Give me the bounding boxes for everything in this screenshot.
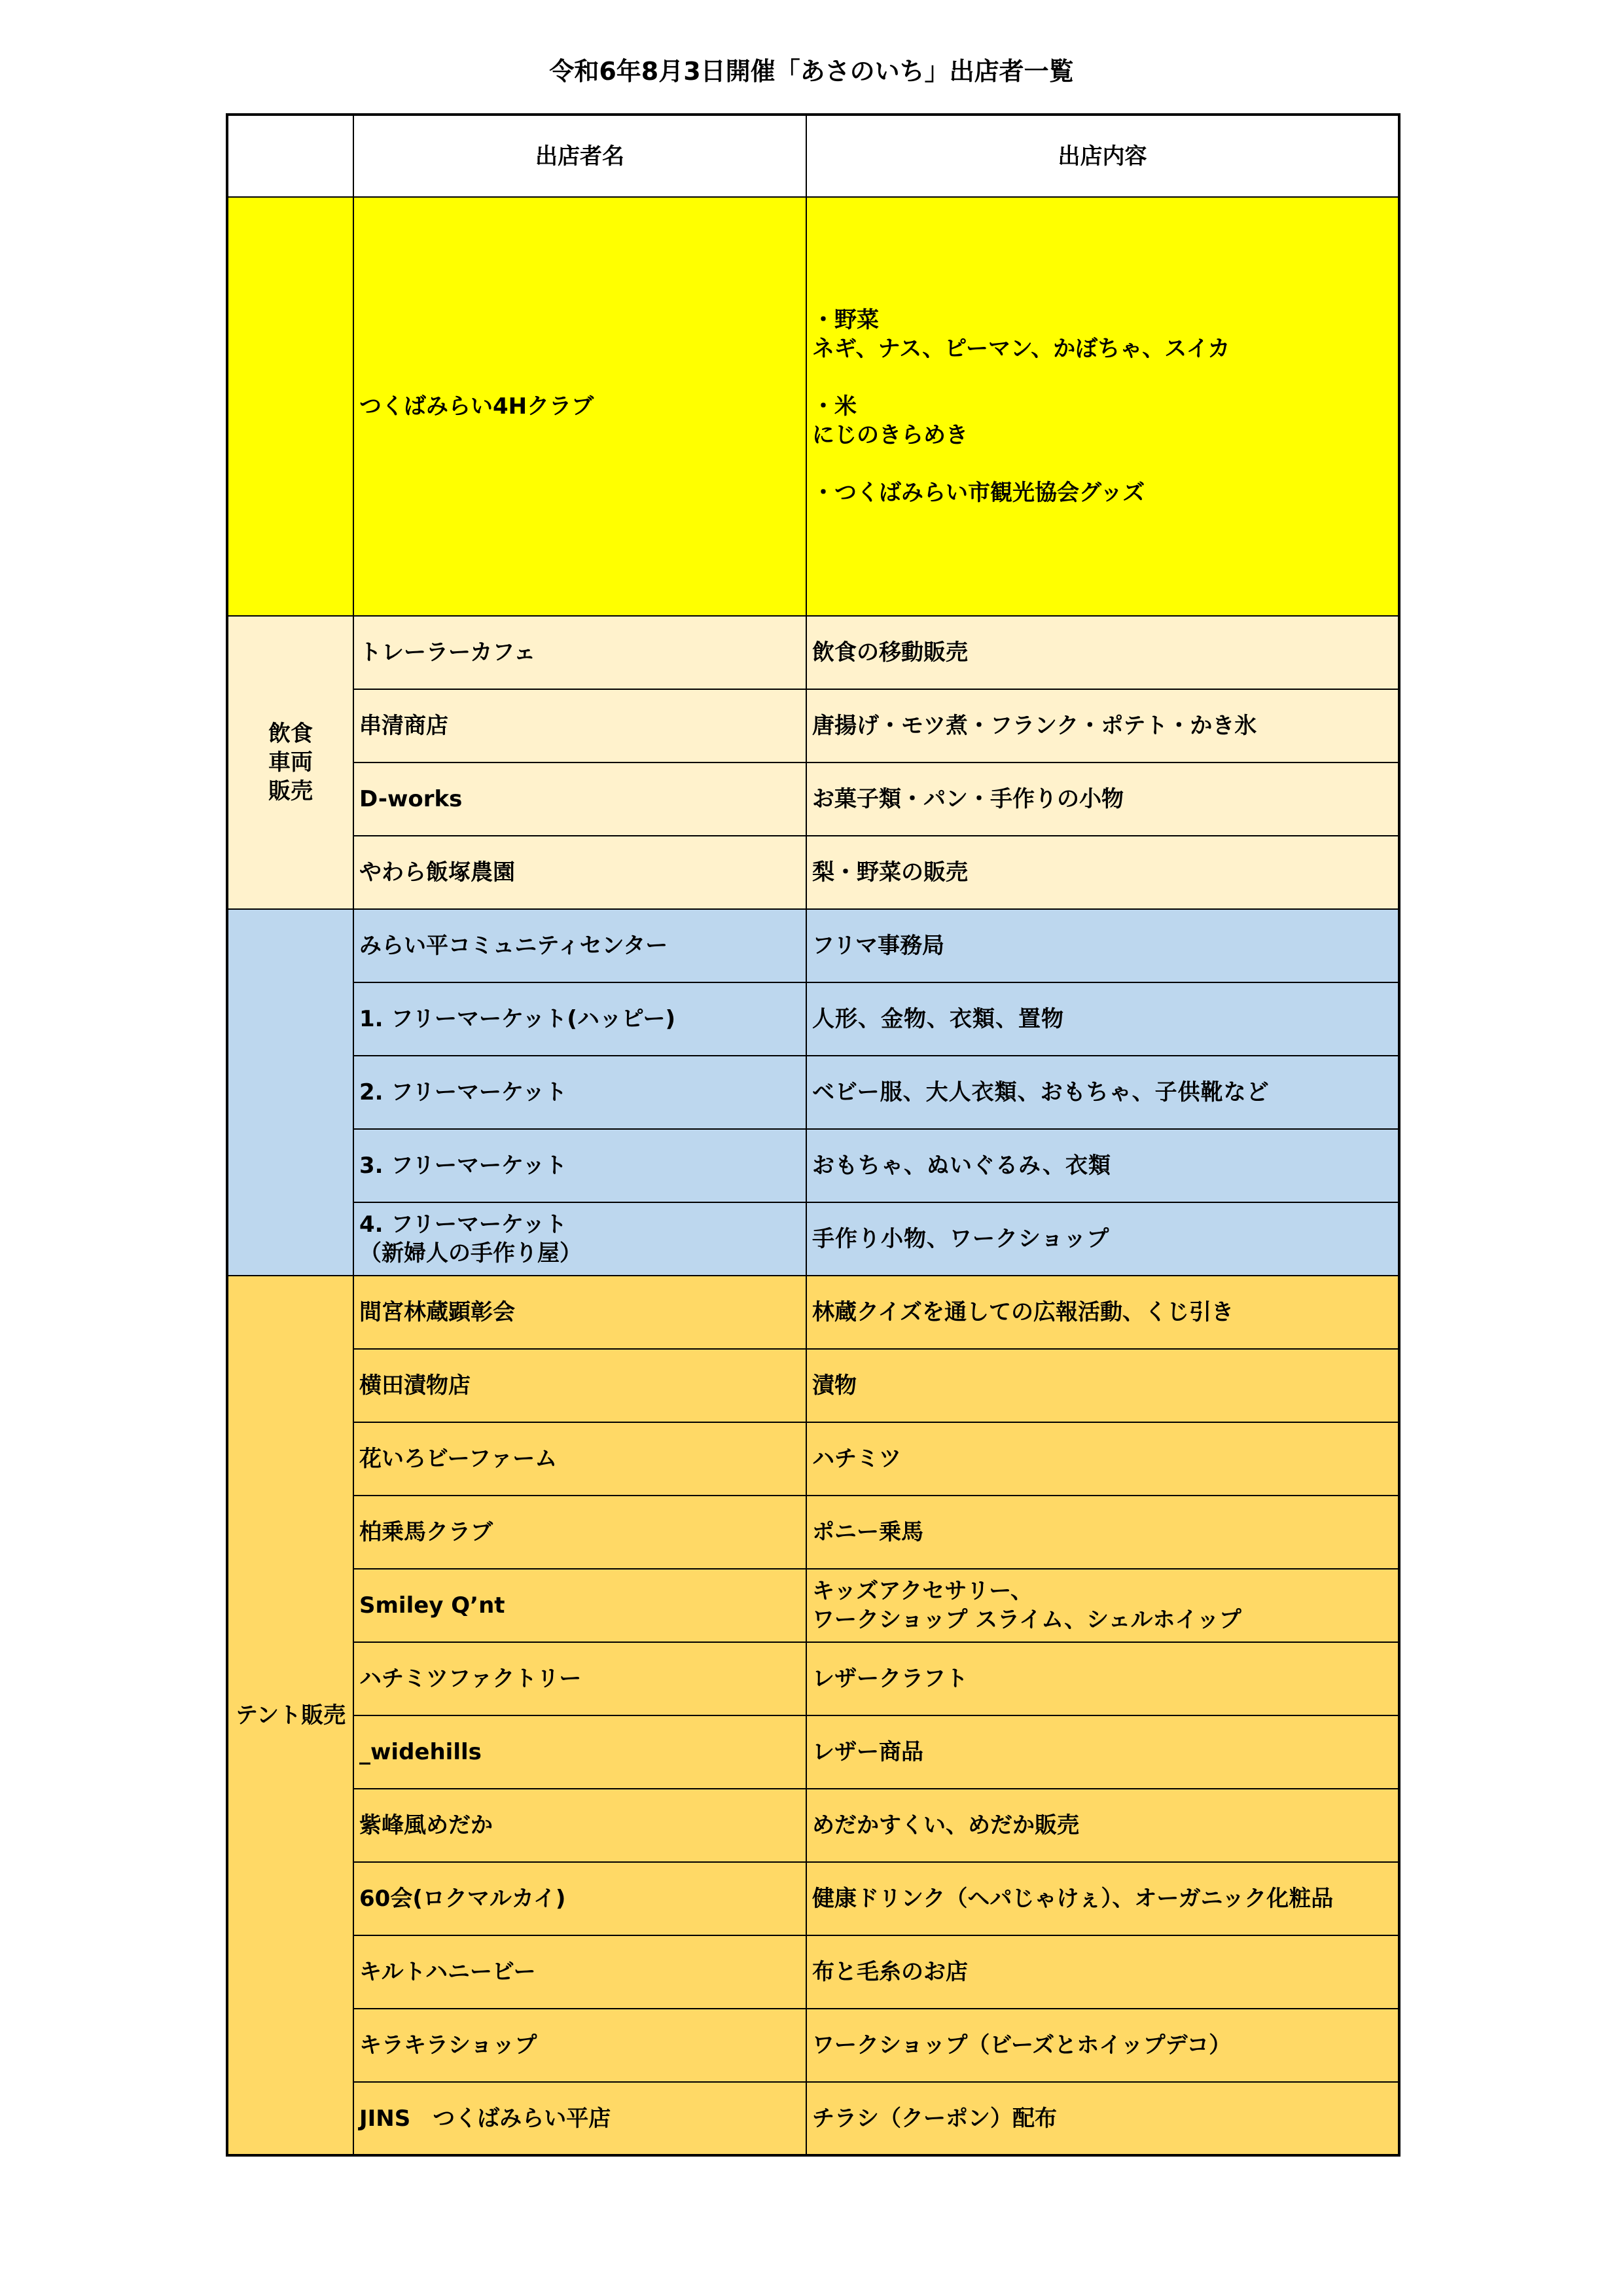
- vendor-content: チラシ（クーポン）配布: [806, 2082, 1399, 2155]
- table-row: [227, 1715, 1399, 1789]
- vendor-content: お菓子類・パン・手作りの小物: [806, 762, 1399, 836]
- table-row: [227, 197, 1399, 616]
- table-row: [227, 1642, 1399, 1715]
- vendor-content: 梨・野菜の販売: [806, 836, 1399, 909]
- vendor-name: トレーラーカフェ: [353, 616, 806, 689]
- table-row: [227, 689, 1399, 762]
- table-row: [227, 1129, 1399, 1202]
- content-line: ・野菜: [812, 307, 879, 333]
- table-row: [227, 2009, 1399, 2082]
- vendor-content: めだかすくい、めだか販売: [806, 1789, 1399, 1862]
- category-cell: 飲食 車両 販売: [227, 616, 353, 909]
- vendor-name: みらい平コミュニティセンター: [353, 909, 806, 982]
- table-row: [227, 1569, 1399, 1642]
- vendor-content: ハチミツ: [806, 1422, 1399, 1496]
- vendor-content: 健康ドリンク（ヘパじゃけぇ）、オーガニック化粧品: [806, 1862, 1399, 1935]
- vendor-name: 横田漬物店: [353, 1349, 806, 1422]
- vendor-name: キルトハニービー: [353, 1935, 806, 2009]
- content-line: ・つくばみらい市観光協会グッズ: [812, 480, 1145, 506]
- vendor-name: 1. フリーマーケット(ハッピー): [353, 982, 806, 1056]
- vendor-name: 紫峰風めだか: [353, 1789, 806, 1862]
- table-row: [227, 1862, 1399, 1935]
- vendor-name: 2. フリーマーケット: [353, 1056, 806, 1129]
- vendor-content: ワークショップ（ビーズとホイップデコ）: [806, 2009, 1399, 2082]
- vendor-content: 飲食の移動販売: [806, 616, 1399, 689]
- vendor-name: 60会(ロクマルカイ): [353, 1862, 806, 1935]
- vendor-name: 間宮林蔵顕彰会: [353, 1276, 806, 1349]
- vendor-name: つくばみらい4Hクラブ: [353, 197, 806, 616]
- vendor-content: 林蔵クイズを通しての広報活動、くじ引き: [806, 1276, 1399, 1349]
- vendor-name: 串清商店: [353, 689, 806, 762]
- table-row: [227, 836, 1399, 909]
- vendor-content: 手作り小物、ワークショップ: [806, 1202, 1399, 1276]
- vendor-content: ベビー服、大人衣類、おもちゃ、子供靴など: [806, 1056, 1399, 1129]
- page-title: 令和6年8月3日開催「あさのいち」出店者一覧: [549, 57, 1074, 86]
- table-row: [227, 1935, 1399, 2009]
- vendor-content: [806, 197, 1399, 616]
- table-row: [227, 909, 1399, 982]
- header-content: 出店内容: [806, 115, 1399, 197]
- table-row: [227, 1422, 1399, 1496]
- vendor-content: レザークラフト: [806, 1642, 1399, 1715]
- vendor-name: キラキラショップ: [353, 2009, 806, 2082]
- table-row: [227, 616, 1399, 689]
- vendor-content: レザー商品: [806, 1715, 1399, 1789]
- table-row: [227, 1789, 1399, 1862]
- vendor-name: 花いろビーファーム: [353, 1422, 806, 1496]
- table-row: [227, 1276, 1399, 1349]
- table-row: [227, 1056, 1399, 1129]
- table-row: [227, 762, 1399, 836]
- category-cell: テント販売: [227, 1276, 353, 2155]
- content-line: ・米: [812, 393, 857, 420]
- vendor-name: Smiley Q’nt: [353, 1569, 806, 1642]
- header-category: [227, 115, 353, 197]
- category-cell: [227, 909, 353, 1276]
- table-row: [227, 982, 1399, 1056]
- table-row: [227, 1202, 1399, 1276]
- category-cell: [227, 197, 353, 616]
- vendor-content: 漬物: [806, 1349, 1399, 1422]
- vendor-name: 3. フリーマーケット: [353, 1129, 806, 1202]
- table-row: [227, 2082, 1399, 2155]
- vendor-name: 4. フリーマーケット （新婦人の手作り屋）: [353, 1202, 806, 1276]
- content-line: ネギ、ナス、ピーマン、かぼちゃ、スイカ: [812, 336, 1230, 362]
- table-header: [227, 115, 1399, 197]
- vendor-name: _widehills: [353, 1715, 806, 1789]
- vendor-name: 柏乗馬クラブ: [353, 1496, 806, 1569]
- vendor-content: キッズアクセサリー、 ワークショップ スライム、シェルホイップ: [806, 1569, 1399, 1642]
- vendor-content: 人形、金物、衣類、置物: [806, 982, 1399, 1056]
- table-row: [227, 1349, 1399, 1422]
- vendor-name: やわら飯塚農園: [353, 836, 806, 909]
- vendor-content: 布と毛糸のお店: [806, 1935, 1399, 2009]
- vendor-name: JINS つくばみらい平店: [353, 2082, 806, 2155]
- vendor-content: おもちゃ、ぬいぐるみ、衣類: [806, 1129, 1399, 1202]
- content-line: にじのきらめき: [812, 422, 968, 448]
- vendor-name: ハチミツファクトリー: [353, 1642, 806, 1715]
- vendor-content: フリマ事務局: [806, 909, 1399, 982]
- vendor-table: [226, 113, 1400, 2157]
- vendor-name: D-works: [353, 762, 806, 836]
- header-name: 出店者名: [353, 115, 806, 197]
- vendor-content: 唐揚げ・モツ煮・フランク・ポテト・かき氷: [806, 689, 1399, 762]
- vendor-content: ポニー乗馬: [806, 1496, 1399, 1569]
- table-row: [227, 1496, 1399, 1569]
